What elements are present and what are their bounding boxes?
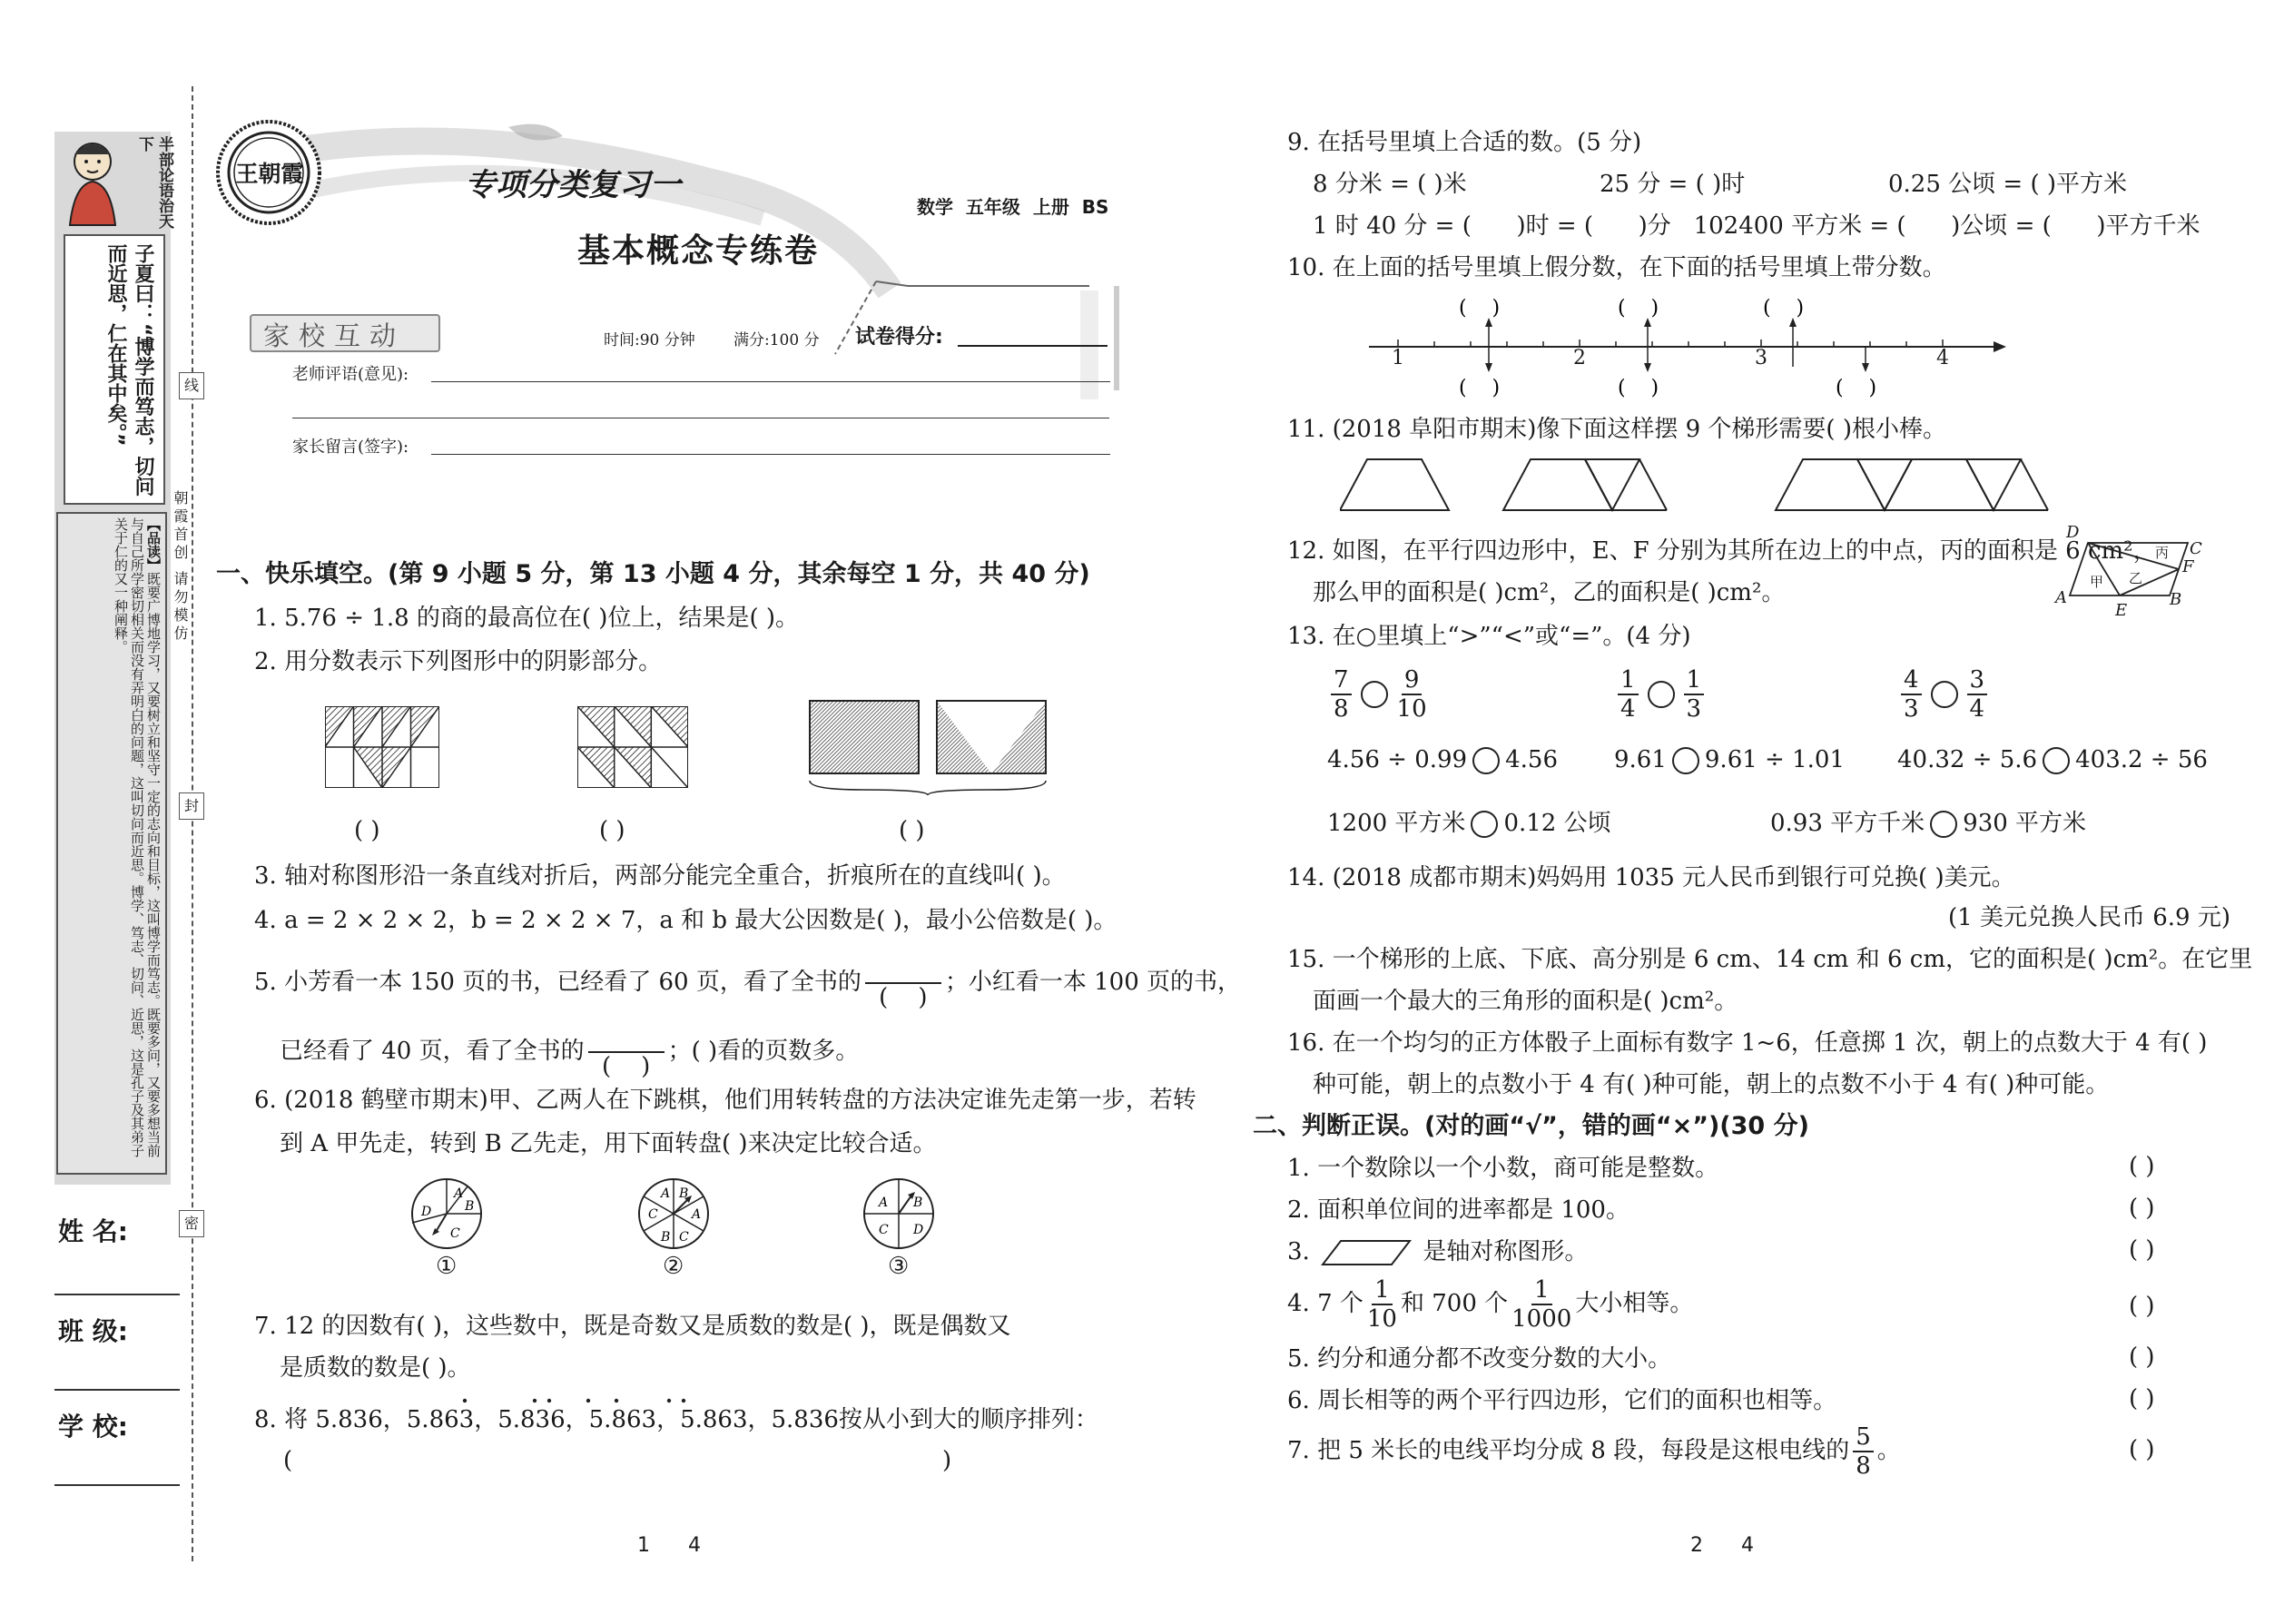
parent-message-label: 家长留言(签字): — [292, 438, 409, 457]
j3-text: 是轴对称图形。 — [1423, 1238, 1589, 1265]
q13-decimal-compare-1 — [1327, 744, 1558, 775]
j3-num: 3. — [1287, 1238, 1310, 1265]
svg-text:( ): ( ) — [1459, 298, 1501, 320]
q5-text-d: ；( )看的页数多。 — [667, 1038, 860, 1065]
svg-text:C: C — [679, 1230, 689, 1245]
q2-answer-blank-1[interactable]: ( ) — [354, 817, 380, 844]
q2-answer-blank-3[interactable]: ( ) — [899, 817, 925, 844]
q2-answer-blank-2[interactable]: ( ) — [599, 817, 625, 844]
parent-message-line[interactable] — [431, 454, 1110, 455]
teacher-comment-line-1[interactable] — [431, 381, 1110, 382]
q13-f4-den: 3 — [1686, 695, 1702, 723]
trapezoid-stick-figures — [1340, 456, 2175, 514]
q5-text-b: ；小红看一本 100 页的书， — [944, 969, 1242, 996]
q13-f6-den: 4 — [1969, 695, 1985, 723]
q13-f6-num: 3 — [1967, 668, 1988, 695]
q13-area-compare-1 — [1327, 808, 1611, 839]
binding-dashed-line — [192, 86, 193, 1561]
q13-d1-right: 4.56 — [1505, 746, 1558, 773]
diagram-label-F: F — [2182, 557, 2194, 576]
svg-text:C: C — [648, 1207, 658, 1222]
left-page-number: 1 4 — [637, 1534, 701, 1557]
question-13: 13. 在○里填上“>”“<”或“=”。(4 分) — [1287, 623, 1691, 650]
j4-f1-num: 1 — [1372, 1278, 1393, 1305]
cut-mark-xian: 线 — [179, 372, 204, 399]
pinread-text — [64, 517, 162, 1166]
q9-row1-item1: 8 分米 = ( )米 — [1313, 171, 1467, 198]
q13-fraction-compare-2 — [1614, 668, 1708, 721]
exam-title: 基本概念专练卷 — [577, 232, 820, 270]
q13-fraction-compare-1 — [1327, 668, 1431, 721]
question-9: 9. 在括号里填上合适的数。(5 分) — [1287, 129, 1642, 156]
judge-item-6: 6. 周长相等的两个平行四边形，它们的面积也相等。 — [1287, 1387, 1837, 1414]
diagram-label-yi: 乙 — [2129, 570, 2143, 586]
score-field-line[interactable] — [958, 345, 1108, 347]
question-12-line-2: 那么甲的面积是( )cm²，乙的面积是( )cm²。 — [1313, 579, 1786, 606]
brand-name: 王朝霞 — [235, 161, 304, 187]
q8-answer-close-paren[interactable]: ) — [942, 1447, 952, 1474]
section-1-heading: 一、快乐填空。(第 9 小题 5 分，第 13 小题 4 分，其余每空 1 分，共 40 分) — [216, 560, 1090, 588]
svg-text:B: B — [465, 1199, 475, 1214]
q13-a2-right: 930 平方米 — [1963, 810, 2087, 837]
q14-exchange-note: (1 美元兑换人民币 6.9 元) — [1948, 904, 2230, 931]
q13-f1-den: 8 — [1334, 695, 1349, 723]
compare-circle-4[interactable] — [1472, 747, 1500, 774]
class-field-label: 班 级: — [58, 1316, 128, 1346]
question-7-line-1: 7. 12 的因数有( )，这些数中，既是奇数又是质数的数是( )，既是偶数又 — [254, 1313, 1011, 1340]
spinner-label-1: ① — [436, 1253, 458, 1280]
compare-circle-8[interactable] — [1930, 811, 1957, 838]
pinread-body: 既要广博地学习，又要树立和坚守一定的志向和目标，这叫博学而笃志。既要多问，又要多想当前与自己所学密切相关而没有弄明白的问题，这叫切问而近思。博学、笃志、切问、近思，这是孔子及其弟子关于仁的又一种阐释。 — [113, 517, 162, 1157]
q13-f5-num: 4 — [1901, 668, 1922, 695]
cut-mark-mi: 密 — [179, 1210, 204, 1237]
j4-f2-den: 1000 — [1511, 1305, 1572, 1333]
pinread-label: 【品读】 — [145, 517, 162, 572]
numline-tick-2: 2 — [1573, 347, 1586, 369]
judge-item-2: 2. 面积单位间的进率都是 100。 — [1287, 1196, 1629, 1224]
q13-f3-num: 1 — [1618, 668, 1639, 695]
q13-area-compare-2 — [1770, 808, 2086, 839]
question-16-line-1: 16. 在一个均匀的正方体骰子上面标有数字 1~6，任意掷 1 次，朝上的点数大于 4 有( ) — [1287, 1029, 2208, 1057]
compare-circle-2[interactable] — [1648, 681, 1675, 708]
svg-text:B: B — [913, 1196, 923, 1210]
judge-blank-7[interactable]: ( ) — [2129, 1436, 2155, 1463]
parallelogram-icon — [1321, 1239, 1412, 1266]
numline-tick-4: 4 — [1936, 347, 1949, 369]
svg-text:A: A — [661, 1186, 671, 1201]
right-page-number: 2 4 — [1690, 1534, 1754, 1557]
q13-d3-right: 403.2 ÷ 56 — [2075, 746, 2208, 773]
svg-text:( ): ( ) — [1618, 377, 1659, 398]
judge-blank-4[interactable]: ( ) — [2129, 1293, 2155, 1320]
svg-text:D: D — [421, 1205, 432, 1219]
diagram-label-A: A — [2055, 588, 2067, 607]
svg-text:C: C — [879, 1223, 889, 1237]
shaded-squares-figure-3 — [808, 699, 1055, 797]
school-field-label: 学 校: — [58, 1412, 128, 1442]
judge-blank-6[interactable]: ( ) — [2129, 1385, 2155, 1412]
question-15-line-1: 15. 一个梯形的上底、下底、高分别是 6 cm、14 cm 和 6 cm，它的面积是( )cm²。在它里 — [1287, 946, 2253, 973]
question-14: 14. (2018 成都市期末)妈妈用 1035 元人民币到银行可兑换( )美元。 — [1287, 864, 2015, 891]
score-label: 试卷得分: — [855, 326, 943, 349]
diagram-label-bing: 丙 — [2155, 545, 2170, 561]
svg-text:D: D — [913, 1223, 924, 1237]
q13-decimal-compare-2 — [1614, 744, 1845, 775]
q13-f1-num: 7 — [1331, 668, 1352, 695]
question-5-line-1 — [254, 957, 1241, 1009]
q13-d3-left: 40.32 ÷ 5.6 — [1897, 746, 2038, 773]
j4-f2-num: 1 — [1531, 1278, 1552, 1305]
q13-d2-right: 9.61 ÷ 1.01 — [1704, 746, 1845, 773]
judge-blank-1[interactable]: ( ) — [2129, 1153, 2155, 1180]
question-3: 3. 轴对称图形沿一条直线对折后，两部分能完全重合，折痕所在的直线叫( )。 — [254, 862, 1066, 890]
q9-row2: 1 时 40 分 = ( )时 = ( )分 102400 平方米 = ( )公顷 = ( )平方千米 — [1313, 212, 2200, 240]
j7-f-den: 8 — [1856, 1452, 1871, 1480]
j4-c: 大小相等。 — [1575, 1290, 1694, 1317]
class-field-line[interactable] — [54, 1389, 180, 1391]
question-10: 10. 在上面的括号里填上假分数，在下面的括号里填上带分数。 — [1287, 254, 1946, 281]
svg-text:A: A — [454, 1186, 464, 1201]
q9-row1-item3: 0.25 公顷 = ( )平方米 — [1888, 171, 2128, 198]
grade-meta: 数学 五年级 上册 BS — [917, 196, 1109, 218]
q13-a1-left: 1200 平方米 — [1327, 810, 1466, 837]
svg-text:C: C — [450, 1226, 460, 1241]
compare-circle-7[interactable] — [1471, 811, 1498, 838]
compare-circle-6[interactable] — [2043, 747, 2070, 774]
j7-b: 。 — [1876, 1437, 1901, 1464]
q13-d2-left: 9.61 — [1614, 746, 1667, 773]
exam-full-score: 满分:100 分 — [733, 331, 820, 349]
spinner-1 — [409, 1176, 485, 1252]
diagram-label-jia: 甲 — [2090, 574, 2104, 590]
name-field-label: 姓 名: — [58, 1216, 128, 1246]
question-8-line-1: 8. 将 5.836，5.863，5.836，5.863，5.863，5.836按从小到大的顺序排列： — [254, 1406, 1098, 1433]
question-5-line-2 — [280, 1026, 859, 1078]
spinner-label-3: ③ — [888, 1253, 910, 1280]
svg-text:( ): ( ) — [1763, 298, 1805, 320]
repeating-decimal-dots — [427, 1396, 699, 1405]
numline-tick-1: 1 — [1392, 347, 1404, 369]
spinner-label-2: ② — [663, 1253, 684, 1280]
confucius-mascot-image — [56, 134, 129, 230]
q5-fraction-blank-2[interactable]: ( ) — [588, 1026, 665, 1078]
q13-a1-right: 0.12 公顷 — [1503, 810, 1611, 837]
spinner-2 — [635, 1176, 712, 1252]
shaded-grid-figure-1 — [325, 706, 439, 788]
diagram-label-E: E — [2115, 601, 2128, 620]
svg-text:( ): ( ) — [1618, 298, 1659, 320]
judge-item-7 — [1287, 1425, 1901, 1478]
name-field-line[interactable] — [54, 1294, 180, 1295]
svg-text:A: A — [879, 1196, 889, 1210]
shaded-grid-figure-2 — [577, 706, 688, 788]
q13-f2-num: 9 — [1402, 668, 1423, 695]
series-title: 专项分类复习一 — [465, 167, 681, 203]
diagram-label-D: D — [2066, 523, 2080, 542]
judge-blank-3[interactable]: ( ) — [2129, 1236, 2155, 1264]
question-15-line-2: 面画一个最大的三角形的面积是( )cm²。 — [1313, 988, 1738, 1015]
home-school-title: 家校互动 — [263, 320, 406, 351]
judge-item-1: 1. 一个数除以一个小数，商可能是整数。 — [1287, 1155, 1719, 1182]
q13-fraction-compare-3 — [1897, 668, 1991, 721]
q13-d1-left: 4.56 ÷ 0.99 — [1327, 746, 1468, 773]
judge-item-3 — [1287, 1236, 1588, 1267]
q5-fraction-blank-1[interactable]: ( ) — [865, 957, 941, 1009]
j4-b: 和 700 个 — [1400, 1290, 1509, 1317]
q13-f3-den: 4 — [1620, 695, 1636, 723]
j7-a: 7. 把 5 米长的电线平均分成 8 段，每段是这根电线的 — [1287, 1437, 1850, 1464]
teacher-comment-label: 老师评语(意见): — [292, 365, 409, 384]
svg-text:( ): ( ) — [1459, 377, 1501, 398]
question-7-line-2: 是质数的数是( )。 — [280, 1354, 471, 1382]
svg-text:B: B — [661, 1230, 671, 1245]
spinner-3 — [861, 1176, 937, 1252]
j4-a: 4. 7 个 — [1287, 1290, 1364, 1317]
exam-time: 时间:90 分钟 — [604, 331, 695, 349]
q5-text-a: 5. 小芳看一本 150 页的书，已经看了 60 页，看了全书的 — [254, 969, 861, 996]
section-2-heading: 二、判断正误。(对的画“√”，错的画“×”)(30 分) — [1253, 1112, 1809, 1140]
q5-text-c: 已经看了 40 页，看了全书的 — [280, 1038, 585, 1065]
diagram-label-B: B — [2170, 590, 2182, 609]
number-line — [1362, 298, 2015, 398]
question-11: 11. (2018 阜阳市期末)像下面这样摆 9 个梯形需要( )根小棒。 — [1287, 416, 1946, 443]
judge-blank-2[interactable]: ( ) — [2129, 1195, 2155, 1222]
question-2: 2. 用分数表示下列图形中的阴影部分。 — [254, 648, 663, 675]
question-4: 4. a = 2 × 2 × 2，b = 2 × 2 × 7，a 和 b 最大公因数是( )，最小公倍数是( )。 — [254, 907, 1117, 934]
judge-item-4 — [1287, 1278, 1693, 1331]
judge-item-5: 5. 约分和通分都不改变分数的大小。 — [1287, 1345, 1672, 1373]
svg-text:( ): ( ) — [1836, 377, 1877, 398]
brand-slogan: 朝霞首创 请勿模仿 — [172, 490, 189, 645]
numline-tick-3: 3 — [1755, 347, 1767, 369]
judge-blank-5[interactable]: ( ) — [2129, 1343, 2155, 1371]
q13-decimal-compare-3 — [1897, 744, 2208, 775]
q13-f5-den: 3 — [1904, 695, 1919, 723]
question-12-line-1: 12. 如图，在平行四边形中，E、F 分别为其所在边上的中点，丙的面积是 6 cm²， — [1287, 537, 2157, 565]
q9-row1-item2: 25 分 = ( )时 — [1600, 171, 1746, 198]
svg-text:B: B — [679, 1186, 689, 1201]
q8-answer-open-paren[interactable]: ( — [283, 1447, 293, 1474]
q13-f4-num: 1 — [1684, 668, 1705, 695]
j7-f-num: 5 — [1853, 1425, 1874, 1452]
quote-text: 子夏曰：“博学而笃志，切问而近思，仁在其中矣。” — [104, 243, 154, 497]
q13-a2-left: 0.93 平方千米 — [1770, 810, 1925, 837]
q13-f2-den: 10 — [1396, 695, 1427, 723]
compare-circle-5[interactable] — [1672, 747, 1699, 774]
emblem-title: 半部论语治天下 — [135, 136, 173, 229]
compare-circle-3[interactable] — [1931, 681, 1958, 708]
j4-f1-den: 10 — [1366, 1305, 1397, 1333]
svg-text:A: A — [692, 1207, 702, 1222]
question-16-line-2: 种可能，朝上的点数小于 4 有( )种可能，朝上的点数不小于 4 有( )种可能。 — [1313, 1071, 2110, 1098]
cut-mark-feng: 封 — [179, 792, 204, 820]
question-6-line-1: 6. (2018 鹤壁市期末)甲、乙两人在下跳棋，他们用转转盘的方法决定谁先走第一步，若转 — [254, 1087, 1196, 1114]
question-1: 1. 5.76 ÷ 1.8 的商的最高位在( )位上，结果是( )。 — [254, 605, 799, 632]
diagram-label-C: C — [2190, 539, 2202, 558]
compare-circle-1[interactable] — [1361, 681, 1388, 708]
school-field-line[interactable] — [54, 1484, 180, 1486]
question-6-line-2: 到 A 甲先走，转到 B 乙先走，用下面转盘( )来决定比较合适。 — [280, 1130, 937, 1157]
